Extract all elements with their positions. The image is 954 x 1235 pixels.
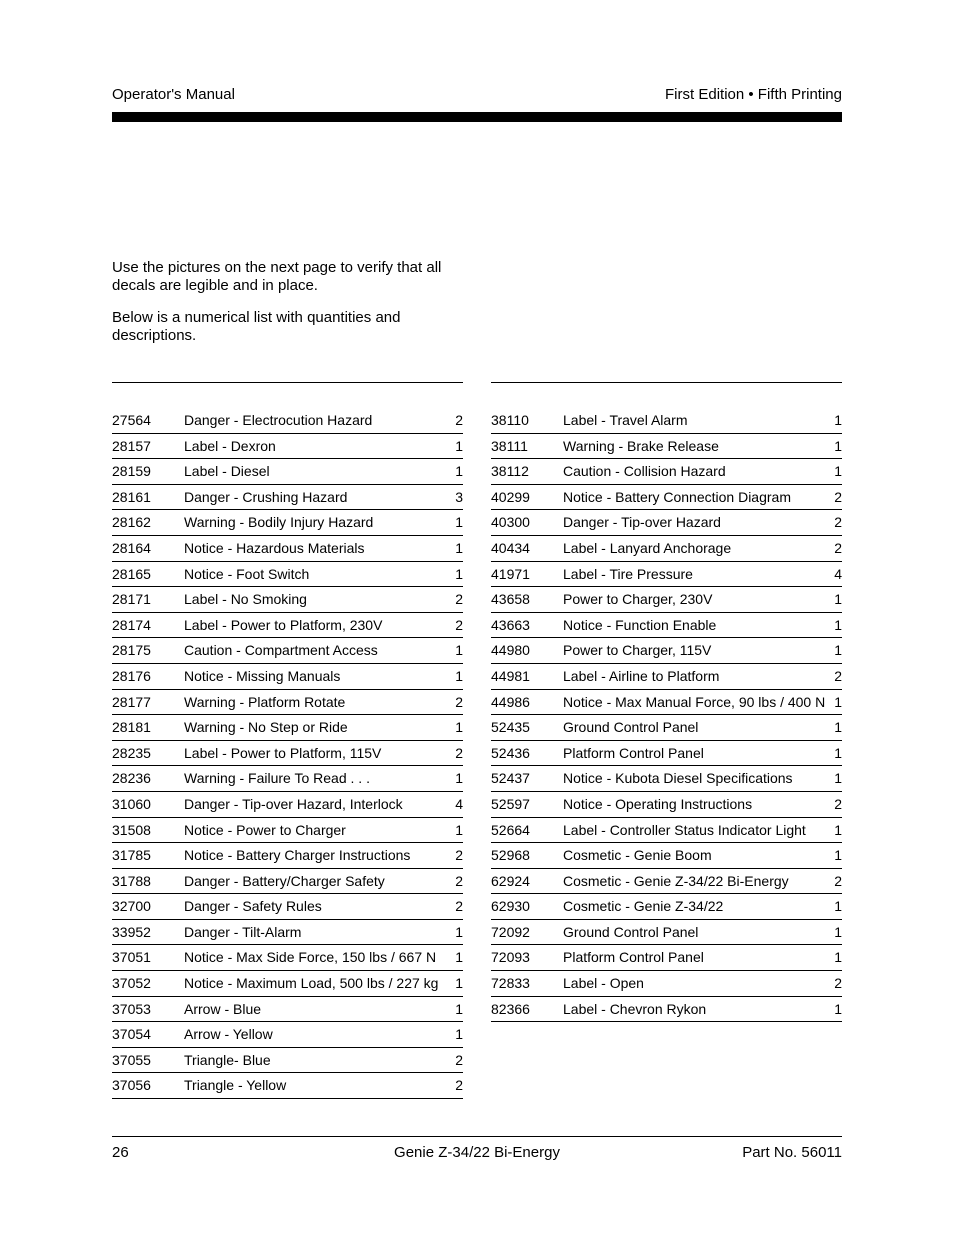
page-header-right: First Edition • Fifth Printing	[665, 86, 842, 103]
decal-quantity: 2	[455, 872, 463, 889]
decal-description: Danger - Safety Rules	[184, 898, 322, 915]
part-number: 28164	[112, 539, 151, 556]
part-number: 28171	[112, 591, 151, 608]
decal-description: Label - Lanyard Anchorage	[563, 539, 732, 556]
decal-description: Label - Airline to Platform	[563, 667, 720, 684]
decal-quantity: 1	[834, 847, 842, 864]
part-number: 38112	[491, 463, 529, 480]
part-number: 52436	[491, 744, 530, 761]
page-header-left: Operator's Manual	[112, 86, 235, 103]
table-row	[112, 459, 463, 485]
decal-description: Label - Controller Status Indicator Light	[563, 821, 806, 838]
part-number: 31508	[112, 821, 151, 838]
decal-quantity: 1	[455, 463, 463, 480]
part-number: 28162	[112, 514, 151, 531]
decal-quantity: 1	[834, 821, 842, 838]
decal-quantity: 2	[834, 488, 842, 505]
table-row	[112, 766, 463, 792]
table-row	[491, 587, 842, 613]
intro-paragraph-2: Below is a numerical list with quantities and descriptions.	[112, 309, 401, 344]
decal-rows-right	[491, 408, 842, 1022]
part-number: 40300	[491, 514, 530, 531]
decal-rows-left	[112, 408, 463, 1099]
part-number: 37056	[112, 1077, 151, 1094]
table-row	[112, 638, 463, 664]
table-row	[491, 459, 842, 485]
footer-page-number: 26	[112, 1144, 129, 1161]
table-row	[491, 690, 842, 716]
intro-text	[112, 259, 472, 359]
table-row	[112, 1048, 463, 1074]
table-row	[112, 971, 463, 997]
decal-description: Label - Travel Alarm	[563, 412, 688, 428]
decal-quantity: 1	[455, 770, 463, 787]
decal-quantity: 1	[455, 514, 463, 531]
table-row	[112, 536, 463, 562]
part-number: 33952	[112, 923, 151, 940]
decal-quantity: 1	[834, 412, 842, 428]
decal-quantity: 1	[455, 1000, 463, 1017]
part-number: 44986	[491, 693, 530, 710]
decal-quantity: 2	[834, 539, 842, 556]
decal-description: Notice - Missing Manuals	[184, 667, 341, 684]
part-number: 72092	[491, 923, 530, 940]
part-number: 37055	[112, 1051, 151, 1068]
decal-quantity: 2	[834, 667, 842, 684]
decal-table-left	[112, 382, 463, 1099]
footer-part-number: Part No. 56011	[742, 1144, 842, 1161]
decal-quantity: 2	[834, 975, 842, 992]
decal-quantity: 1	[455, 642, 463, 659]
part-number: 62924	[491, 872, 530, 889]
part-number: 31785	[112, 847, 151, 864]
part-number: 44981	[491, 667, 530, 684]
decal-quantity: 2	[834, 795, 842, 812]
part-number: 72093	[491, 949, 530, 966]
table-row	[112, 818, 463, 844]
table-row	[112, 741, 463, 767]
decal-description: Notice - Max Manual Force, 90 lbs / 400 N	[563, 693, 826, 710]
table-row	[491, 638, 842, 664]
decal-description: Platform Control Panel	[563, 744, 704, 761]
decal-description: Notice - Max Side Force, 150 lbs / 667 N	[184, 949, 437, 966]
table-row	[112, 843, 463, 869]
part-number: 40434	[491, 539, 530, 556]
decal-description: Notice - Battery Connection Diagram	[563, 488, 791, 505]
table-row	[112, 690, 463, 716]
decal-description: Label - Power to Platform, 115V	[184, 744, 382, 761]
part-number: 43658	[491, 591, 530, 608]
decal-description: Warning - Brake Release	[563, 437, 719, 454]
decal-description: Notice - Battery Charger Instructions	[184, 847, 411, 864]
part-number: 32700	[112, 898, 151, 915]
decal-quantity: 1	[834, 437, 842, 454]
decal-quantity: 1	[834, 923, 842, 940]
decal-quantity: 2	[455, 693, 463, 710]
part-number: 28176	[112, 667, 151, 684]
part-number: 38111	[491, 437, 528, 454]
decal-description: Warning - No Step or Ride	[184, 719, 348, 736]
table-row	[491, 766, 842, 792]
decal-quantity: 1	[455, 923, 463, 940]
decal-quantity: 2	[455, 744, 463, 761]
decal-quantity: 2	[834, 872, 842, 889]
decal-description: Cosmetic - Genie Z-34/22 Bi-Energy	[563, 872, 789, 889]
table-row	[491, 664, 842, 690]
decal-quantity: 4	[455, 795, 463, 812]
decal-description: Danger - Tip-over Hazard	[563, 514, 721, 531]
part-number: 28165	[112, 565, 151, 582]
decal-description: Arrow - Blue	[184, 1000, 262, 1017]
part-number: 37054	[112, 1026, 151, 1043]
decal-description: Danger - Tip-over Hazard, Interlock	[184, 795, 403, 812]
part-number: 62930	[491, 898, 530, 915]
part-number: 43663	[491, 616, 530, 633]
part-number: 37053	[112, 1000, 151, 1017]
decal-description: Caution - Collision Hazard	[563, 463, 726, 480]
decal-quantity: 1	[455, 565, 463, 582]
decal-quantity: 2	[455, 1051, 463, 1068]
footer-rule	[112, 1136, 842, 1137]
table-row	[112, 715, 463, 741]
part-number: 44980	[491, 642, 530, 659]
decal-description: Cosmetic - Genie Boom	[563, 847, 712, 864]
decal-description: Label - No Smoking	[184, 591, 307, 608]
decal-description: Caution - Compartment Access	[184, 642, 378, 659]
part-number: 31788	[112, 872, 151, 889]
decal-description: Danger - Crushing Hazard	[184, 488, 348, 505]
decal-description: Notice - Hazardous Materials	[184, 539, 365, 556]
decal-quantity: 4	[834, 565, 842, 582]
decal-description: Platform Control Panel	[563, 949, 704, 966]
table-row	[112, 1073, 463, 1099]
table-row	[112, 562, 463, 588]
decal-quantity: 1	[455, 1026, 463, 1043]
decal-quantity: 2	[834, 514, 842, 531]
decal-description: Label - Tire Pressure	[563, 565, 693, 582]
decal-description: Warning - Platform Rotate	[184, 693, 346, 710]
table-row	[112, 587, 463, 613]
part-number: 38110	[491, 412, 529, 428]
table-row	[491, 997, 842, 1023]
part-number: 28236	[112, 770, 151, 787]
part-number: 82366	[491, 1000, 530, 1017]
table-row	[112, 894, 463, 920]
table-row	[491, 818, 842, 844]
table-row	[112, 920, 463, 946]
table-row	[112, 792, 463, 818]
decal-description: Cosmetic - Genie Z-34/22	[563, 898, 724, 915]
part-number: 28235	[112, 744, 151, 761]
decal-quantity: 1	[834, 642, 842, 659]
table-row	[112, 945, 463, 971]
part-number: 52435	[491, 719, 530, 736]
table-row	[491, 869, 842, 895]
decal-quantity: 1	[455, 719, 463, 736]
table-row	[491, 485, 842, 511]
decal-description: Power to Charger, 115V	[563, 642, 712, 659]
decal-description: Warning - Failure To Read . . .	[184, 770, 370, 787]
table-row	[112, 1022, 463, 1048]
table-row	[491, 536, 842, 562]
intro-paragraph-1: Use the pictures on the next page to verify that all decals are legible and in place.	[112, 259, 442, 294]
part-number: 31060	[112, 795, 151, 812]
decal-quantity: 1	[455, 821, 463, 838]
part-number: 52664	[491, 821, 530, 838]
decal-description: Label - Power to Platform, 230V	[184, 616, 383, 633]
decal-description: Arrow - Yellow	[184, 1026, 273, 1043]
decal-quantity: 1	[834, 770, 842, 787]
decal-quantity: 2	[455, 1077, 463, 1094]
table-row	[112, 664, 463, 690]
decal-table-right	[491, 382, 842, 1022]
table-row	[491, 510, 842, 536]
part-number: 72833	[491, 975, 530, 992]
table-row	[491, 945, 842, 971]
decal-quantity: 1	[834, 1000, 842, 1017]
part-number: 52968	[491, 847, 530, 864]
decal-quantity: 1	[834, 719, 842, 736]
decal-description: Notice - Maximum Load, 500 lbs / 227 kg	[184, 975, 439, 992]
decal-description: Notice - Kubota Diesel Specifications	[563, 770, 793, 787]
table-row	[112, 485, 463, 511]
part-number: 52437	[491, 770, 530, 787]
table-row	[491, 562, 842, 588]
table-row	[491, 715, 842, 741]
table-row	[112, 869, 463, 895]
part-number: 27564	[112, 412, 151, 428]
decal-description: Power to Charger, 230V	[563, 591, 713, 608]
decal-quantity: 1	[834, 463, 842, 480]
decal-quantity: 1	[455, 539, 463, 556]
table-row	[491, 792, 842, 818]
decal-description: Notice - Function Enable	[563, 616, 717, 633]
part-number: 28161	[112, 488, 151, 505]
decal-quantity: 1	[455, 437, 463, 454]
table-row	[491, 843, 842, 869]
decal-quantity: 2	[455, 591, 463, 608]
table-row	[491, 613, 842, 639]
part-number: 28159	[112, 463, 151, 480]
part-number: 28181	[112, 719, 151, 736]
table-row	[491, 434, 842, 460]
decal-description: Triangle- Blue	[184, 1051, 271, 1068]
decal-quantity: 1	[455, 949, 463, 966]
decal-quantity: 3	[455, 488, 463, 505]
decal-quantity: 1	[834, 693, 842, 710]
decal-description: Danger - Tilt-Alarm	[184, 923, 302, 940]
decal-quantity: 1	[834, 898, 842, 915]
decal-quantity: 1	[834, 744, 842, 761]
table-row	[491, 971, 842, 997]
footer-title: Genie Z-34/22 Bi-Energy	[394, 1144, 560, 1161]
decal-quantity: 2	[455, 412, 463, 428]
table-row	[491, 894, 842, 920]
decal-description: Label - Dexron	[184, 437, 276, 454]
part-number: 28174	[112, 616, 151, 633]
table-row	[112, 613, 463, 639]
part-number: 40299	[491, 488, 530, 505]
table-row	[112, 997, 463, 1023]
decal-description: Ground Control Panel	[563, 923, 699, 940]
part-number: 28177	[112, 693, 151, 710]
decal-quantity: 1	[834, 591, 842, 608]
decal-quantity: 1	[455, 667, 463, 684]
decal-quantity: 2	[455, 898, 463, 915]
part-number: 28175	[112, 642, 151, 659]
decal-description: Danger - Electrocution Hazard	[184, 412, 373, 428]
table-row	[491, 741, 842, 767]
decal-quantity: 1	[455, 975, 463, 992]
decal-quantity: 2	[455, 616, 463, 633]
decal-description: Danger - Battery/Charger Safety	[184, 872, 385, 889]
decal-description: Ground Control Panel	[563, 719, 699, 736]
decal-description: Notice - Operating Instructions	[563, 795, 753, 812]
part-number: 52597	[491, 795, 530, 812]
part-number: 37052	[112, 975, 151, 992]
decal-description: Label - Chevron Rykon	[563, 1000, 707, 1017]
part-number: 41971	[491, 565, 530, 582]
decal-quantity: 2	[455, 847, 463, 864]
decal-description: Label - Diesel	[184, 463, 270, 480]
table-row	[112, 434, 463, 460]
part-number: 37051	[112, 949, 151, 966]
table-row	[491, 920, 842, 946]
table-row	[112, 408, 463, 434]
header-bar	[112, 112, 842, 122]
decal-quantity: 1	[834, 616, 842, 633]
decal-description: Notice - Foot Switch	[184, 565, 310, 582]
decal-description: Warning - Bodily Injury Hazard	[184, 514, 374, 531]
decal-quantity: 1	[834, 949, 842, 966]
decal-description: Notice - Power to Charger	[184, 821, 346, 838]
table-row	[112, 510, 463, 536]
decal-description: Label - Open	[563, 975, 644, 992]
part-number: 28157	[112, 437, 151, 454]
table-row	[491, 408, 842, 434]
decal-description: Triangle - Yellow	[184, 1077, 287, 1094]
